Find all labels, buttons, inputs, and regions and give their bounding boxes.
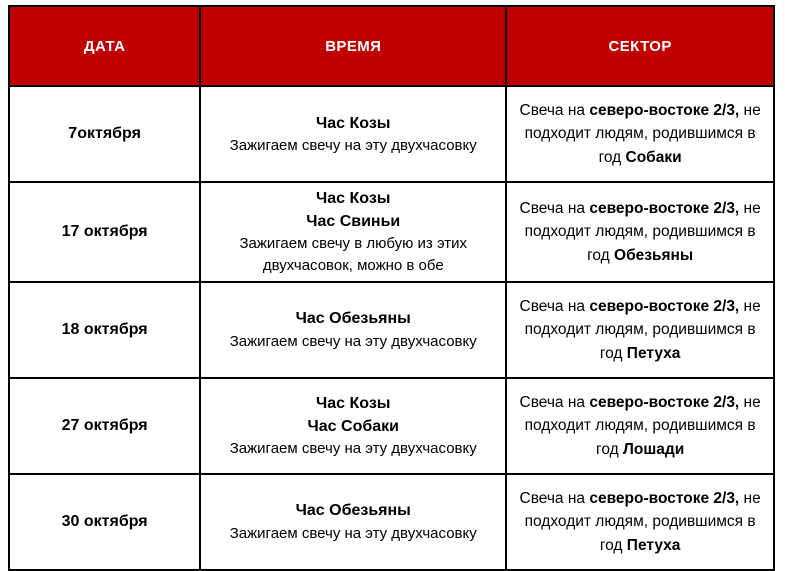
sector-text-segment: Собаки xyxy=(625,148,682,166)
time-cell xyxy=(200,282,506,378)
date-cell: 30 октября xyxy=(9,474,200,570)
sector-line xyxy=(515,487,765,510)
sector-cell xyxy=(506,474,774,570)
sector-text-segment: не xyxy=(739,102,761,120)
table-header-row xyxy=(9,6,774,86)
sector-line xyxy=(515,220,765,243)
sector-text-segment: северо-востоке 2/3, xyxy=(589,200,740,218)
sector-text-segment: не xyxy=(739,200,761,218)
sector-line xyxy=(515,197,765,220)
sector-cell xyxy=(506,378,774,474)
sector-cell xyxy=(506,282,774,378)
date-cell: 17 октября xyxy=(9,182,200,282)
sector-text-segment: не xyxy=(739,490,761,507)
sector-line xyxy=(515,318,765,341)
sector-text-segment: Свеча на xyxy=(519,490,590,507)
sector-line xyxy=(515,414,765,437)
header-sector: СЕКТОР xyxy=(506,6,774,86)
sector-text-segment: год xyxy=(596,440,623,458)
sector-text-segment: год xyxy=(599,344,627,362)
sector-line xyxy=(515,122,765,145)
table-row xyxy=(9,474,774,570)
table-row xyxy=(9,182,774,282)
sector-text-segment: подходит людям, родившимся в xyxy=(524,223,756,241)
sector-text-segment: год xyxy=(598,148,626,166)
sector-text-segment: Свеча на xyxy=(519,394,590,411)
sector-text-segment: подходит людям, родившимся в xyxy=(524,513,756,531)
time-cell xyxy=(200,378,506,474)
time-cell xyxy=(200,86,506,182)
sector-text-segment: подходит людям, родившимся в xyxy=(524,125,756,143)
time-line: Час Обезьяны xyxy=(295,310,411,328)
sector-line xyxy=(515,534,765,557)
sector-cell xyxy=(506,86,774,182)
time-line: Зажигаем свечу на эту двухчасовку xyxy=(229,332,477,350)
time-line: Час Козы xyxy=(316,114,391,132)
time-cell xyxy=(200,474,506,570)
sector-line xyxy=(515,342,765,365)
sector-text-segment: Обезьяны xyxy=(614,246,694,264)
date-cell: 18 октября xyxy=(9,282,200,378)
time-line: Зажигаем свечу на эту двухчасовку xyxy=(229,136,477,154)
header-time: ВРЕМЯ xyxy=(200,6,506,86)
sector-text-segment: Петуха xyxy=(626,344,681,362)
sector-line xyxy=(515,510,765,533)
sector-line xyxy=(515,99,765,122)
time-line: Зажигаем свечу на эту двухчасовку xyxy=(229,440,477,458)
date-cell: 7октября xyxy=(9,86,200,182)
sector-line xyxy=(515,295,765,318)
time-line: Зажигаем свечу в любую из этих xyxy=(239,235,468,253)
sector-text-segment: Лошади xyxy=(622,440,685,458)
time-line: двухчасовок, можно в обе xyxy=(262,257,444,275)
time-line: Час Собаки xyxy=(307,418,399,435)
time-line: Час Козы xyxy=(316,394,391,412)
sector-cell xyxy=(506,182,774,282)
sector-text-segment: год xyxy=(587,246,615,264)
time-line: Зажигаем свечу на эту двухчасовку xyxy=(229,524,477,542)
sector-text-segment: Петуха xyxy=(626,536,681,554)
sector-text-segment: год xyxy=(599,536,627,554)
sector-text-segment: северо-востоке 2/3, xyxy=(589,102,740,120)
time-line: Час Свиньи xyxy=(306,213,401,231)
sector-text-segment: подходит людям, родившимся в xyxy=(524,417,756,435)
sector-text-segment: Свеча на xyxy=(519,200,590,218)
sector-line xyxy=(515,244,765,267)
candle-schedule-table xyxy=(8,5,775,571)
sector-text-segment: подходит людям, родившимся в xyxy=(524,321,756,339)
table-row xyxy=(9,378,774,474)
sector-line xyxy=(515,146,765,169)
time-cell xyxy=(200,182,506,282)
sector-text-segment: Свеча на xyxy=(519,298,590,315)
sector-text-segment: северо-востоке 2/3, xyxy=(589,490,740,507)
sector-text-segment: не xyxy=(739,394,761,411)
sector-text-segment: не xyxy=(739,298,761,315)
date-cell: 27 октября xyxy=(9,378,200,474)
sector-text-segment: Свеча на xyxy=(519,102,590,120)
sector-line xyxy=(515,391,765,414)
table-body xyxy=(9,86,774,570)
sector-line xyxy=(515,438,765,461)
sector-text-segment: северо-востоке 2/3, xyxy=(589,394,740,411)
header-date: ДАТА xyxy=(9,6,200,86)
table-row xyxy=(9,86,774,182)
time-line: Час Козы xyxy=(316,190,391,207)
sector-text-segment: северо-востоке 2/3, xyxy=(589,298,740,315)
table-row xyxy=(9,282,774,378)
time-line: Час Обезьяны xyxy=(295,502,411,520)
